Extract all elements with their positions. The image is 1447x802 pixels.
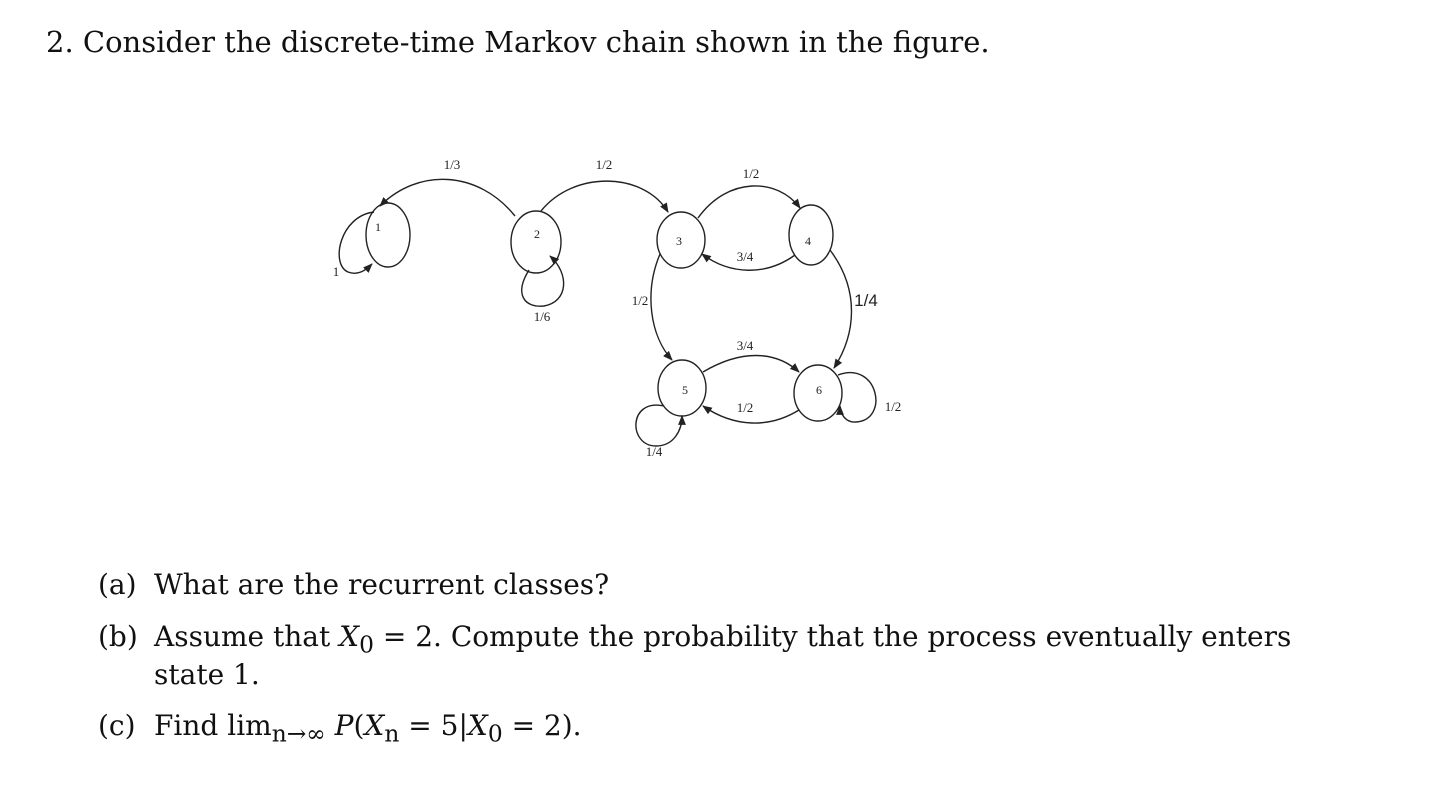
edge-5-6-label: 3/4 bbox=[736, 338, 754, 353]
question-c-var1: X bbox=[364, 709, 385, 742]
edge-6-5-label: 1/2 bbox=[736, 400, 754, 415]
question-c-var2: X bbox=[467, 709, 488, 742]
question-b-line2: state 1. bbox=[154, 658, 260, 691]
question-c-text bbox=[154, 707, 582, 753]
question-c-limit-sub: n→∞ bbox=[271, 719, 326, 748]
question-b-var: X bbox=[339, 620, 360, 653]
edge-4-3-label: 3/4 bbox=[736, 249, 754, 264]
question-c-marker: (c) bbox=[98, 709, 136, 742]
edge-5-to-6 bbox=[703, 356, 799, 373]
edge-6-6-label: 1/2 bbox=[884, 399, 902, 414]
edge-2-1-label: 1/3 bbox=[443, 157, 461, 172]
edge-3-4-label: 1/2 bbox=[742, 166, 760, 181]
edge-3-5-label: 1/2 bbox=[631, 293, 649, 308]
state-4-label: 4 bbox=[805, 234, 811, 248]
edge-5-5-label: 1/4 bbox=[645, 444, 663, 459]
question-c-paren: ( bbox=[353, 709, 365, 742]
question-b-pre: Assume that bbox=[154, 620, 340, 653]
edge-4-to-6 bbox=[830, 250, 852, 368]
edge-3-to-5 bbox=[651, 254, 672, 360]
edge-2-3-label: 1/2 bbox=[595, 157, 613, 172]
state-6-label: 6 bbox=[816, 383, 822, 397]
edge-4-6-label: 1/4 bbox=[854, 291, 878, 310]
state-1-label: 1 bbox=[375, 220, 381, 234]
edge-1-1-label: 1 bbox=[332, 264, 340, 279]
self-loop-2 bbox=[522, 256, 564, 306]
edge-2-to-3 bbox=[541, 181, 668, 212]
question-c-post: = 2). bbox=[502, 709, 582, 742]
edge-2-to-1 bbox=[380, 179, 515, 216]
question-b-post: = 2. Compute the probability that the process eventually enters bbox=[373, 620, 1292, 653]
state-4-node bbox=[789, 205, 833, 265]
question-b-marker: (b) bbox=[98, 620, 138, 653]
edge-2-2-label: 1/6 bbox=[533, 309, 551, 324]
question-c-sub1: n bbox=[384, 719, 400, 748]
state-2-node bbox=[511, 211, 561, 273]
self-loop-5 bbox=[636, 405, 682, 446]
problem-title: 2. Consider the discrete-time Markov chain shown in the figure. bbox=[46, 25, 990, 59]
edge-3-to-4 bbox=[698, 186, 800, 218]
state-5-label: 5 bbox=[682, 383, 688, 397]
question-c-pre: Find lim bbox=[154, 709, 272, 742]
question-b-line1 bbox=[154, 618, 1291, 664]
question-c-sub2: 0 bbox=[487, 719, 503, 748]
question-c-func: P bbox=[325, 709, 354, 742]
question-a-marker: (a) bbox=[98, 568, 137, 601]
state-3-label: 3 bbox=[676, 234, 682, 248]
self-loop-6 bbox=[838, 373, 876, 422]
state-2-label: 2 bbox=[534, 227, 540, 241]
question-c-mid: = 5| bbox=[399, 709, 468, 742]
question-a-text: What are the recurrent classes? bbox=[154, 568, 610, 601]
question-b-sub: 0 bbox=[359, 630, 374, 659]
